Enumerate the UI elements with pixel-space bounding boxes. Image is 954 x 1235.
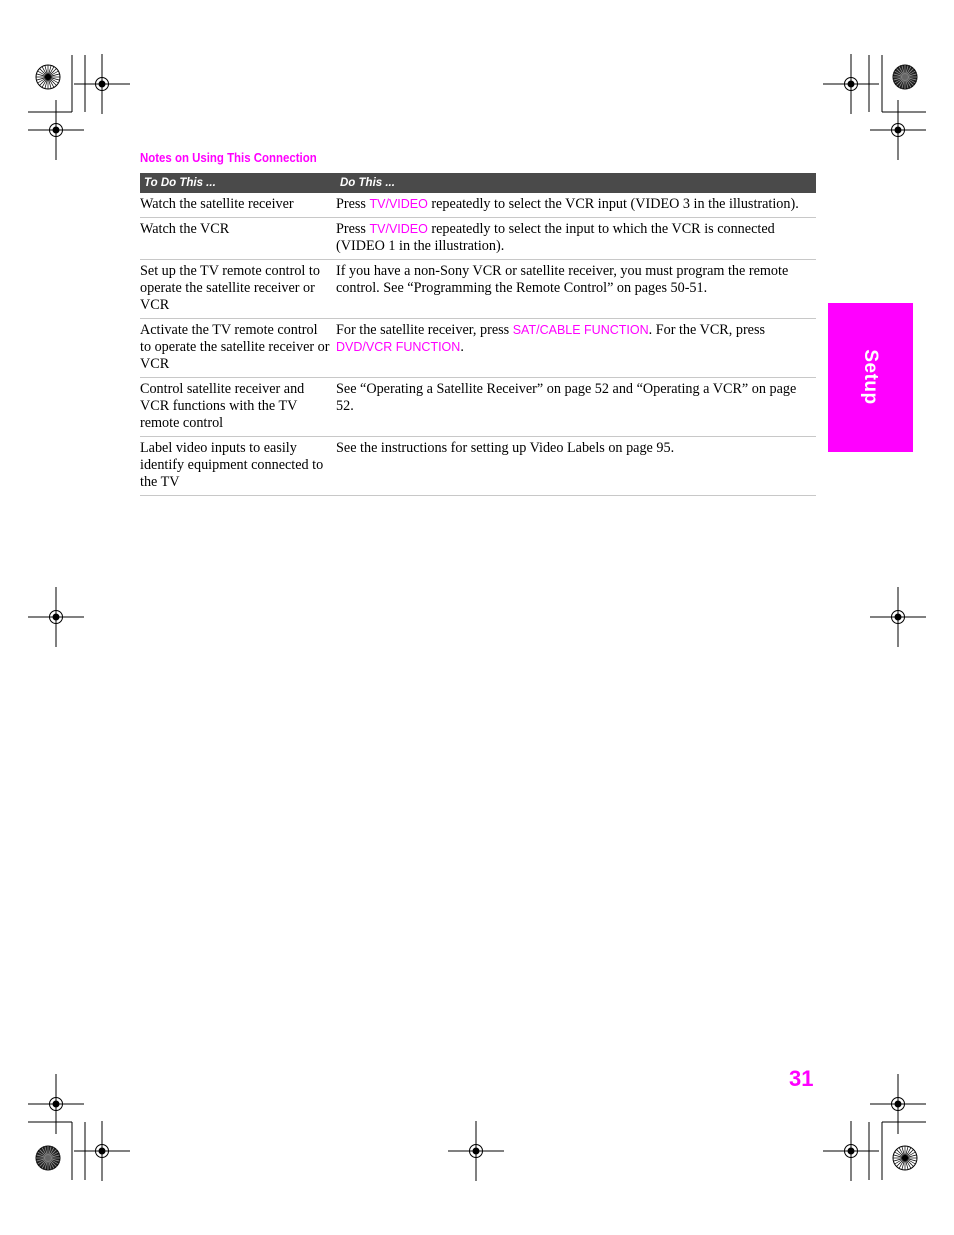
task-cell: Activate the TV remote control to operate the satellite receiver or VCR xyxy=(140,319,336,378)
color-target-icon xyxy=(36,65,60,89)
color-target-icon xyxy=(893,1146,917,1170)
table-row xyxy=(140,193,816,218)
action-cell xyxy=(336,378,816,437)
remote-button-label: TV/VIDEO xyxy=(369,197,428,211)
action-text: See the instructions for setting up Video Labels on page 95. xyxy=(336,440,675,456)
action-text: See “Operating a Satellite Receiver” on page 52 and “Operating a VCR” on page 52. xyxy=(336,381,797,414)
registration-crosshair-icon xyxy=(74,54,130,114)
registration-crosshair-icon xyxy=(870,100,926,160)
color-target-icon xyxy=(893,65,917,89)
action-cell xyxy=(336,319,816,378)
remote-button-label: SAT/CABLE FUNCTION xyxy=(512,323,649,337)
table-row xyxy=(140,319,816,378)
action-text: Press xyxy=(336,221,370,237)
section-tab-setup xyxy=(828,303,913,452)
action-cell xyxy=(336,260,816,319)
task-cell: Watch the VCR xyxy=(140,218,336,260)
table-row xyxy=(140,378,816,437)
registration-crosshair-icon xyxy=(28,587,84,647)
section-tab-label: Setup xyxy=(860,349,881,405)
table-header-row xyxy=(140,173,816,193)
task-cell: Control satellite receiver and VCR functions with the TV remote control xyxy=(140,378,336,437)
notes-table xyxy=(140,173,816,496)
notes-table-body xyxy=(140,193,816,496)
registration-crosshair-icon xyxy=(74,1121,130,1181)
action-text: repeatedly to select the input to which the VCR is connected (VIDEO 1 in the illustration). xyxy=(336,221,775,254)
action-cell xyxy=(336,437,816,496)
action-text: For the satellite receiver, press xyxy=(336,322,513,338)
registration-crosshair-icon xyxy=(823,1121,879,1181)
task-cell: Set up the TV remote control to operate the satellite receiver or VCR xyxy=(140,260,336,319)
remote-button-label: TV/VIDEO xyxy=(369,222,428,236)
registration-crosshair-icon xyxy=(870,1074,926,1134)
registration-crosshair-icon xyxy=(28,100,84,160)
remote-button-label: DVD/VCR FUNCTION xyxy=(336,340,461,354)
registration-crosshair-icon xyxy=(448,1121,504,1181)
table-row xyxy=(140,260,816,319)
action-text: Press xyxy=(336,196,370,212)
section-title: Notes on Using This Connection xyxy=(140,150,317,165)
page-number: 31 xyxy=(789,1066,814,1091)
header-to-do-this: To Do This ... xyxy=(140,173,336,193)
task-cell: Label video inputs to easily identify equipment connected to the TV xyxy=(140,437,336,496)
registration-crosshair-icon xyxy=(28,1074,84,1134)
registration-crosshair-icon xyxy=(823,54,879,114)
table-row xyxy=(140,218,816,260)
action-cell xyxy=(336,218,816,260)
color-target-icon xyxy=(36,1146,60,1170)
table-row xyxy=(140,437,816,496)
registration-crosshair-icon xyxy=(870,587,926,647)
task-cell: Watch the satellite receiver xyxy=(140,193,336,218)
action-text: . For the VCR, press xyxy=(648,322,766,338)
action-text: If you have a non-Sony VCR or satellite receiver, you must program the remote control. See “Programming the Remote Control” on pages 50-51. xyxy=(336,263,789,296)
action-cell xyxy=(336,193,816,218)
action-text: repeatedly to select the VCR input (VIDEO 3 in the illustration). xyxy=(427,196,799,212)
header-do-this: Do This ... xyxy=(336,173,816,193)
action-text: . xyxy=(460,339,464,355)
